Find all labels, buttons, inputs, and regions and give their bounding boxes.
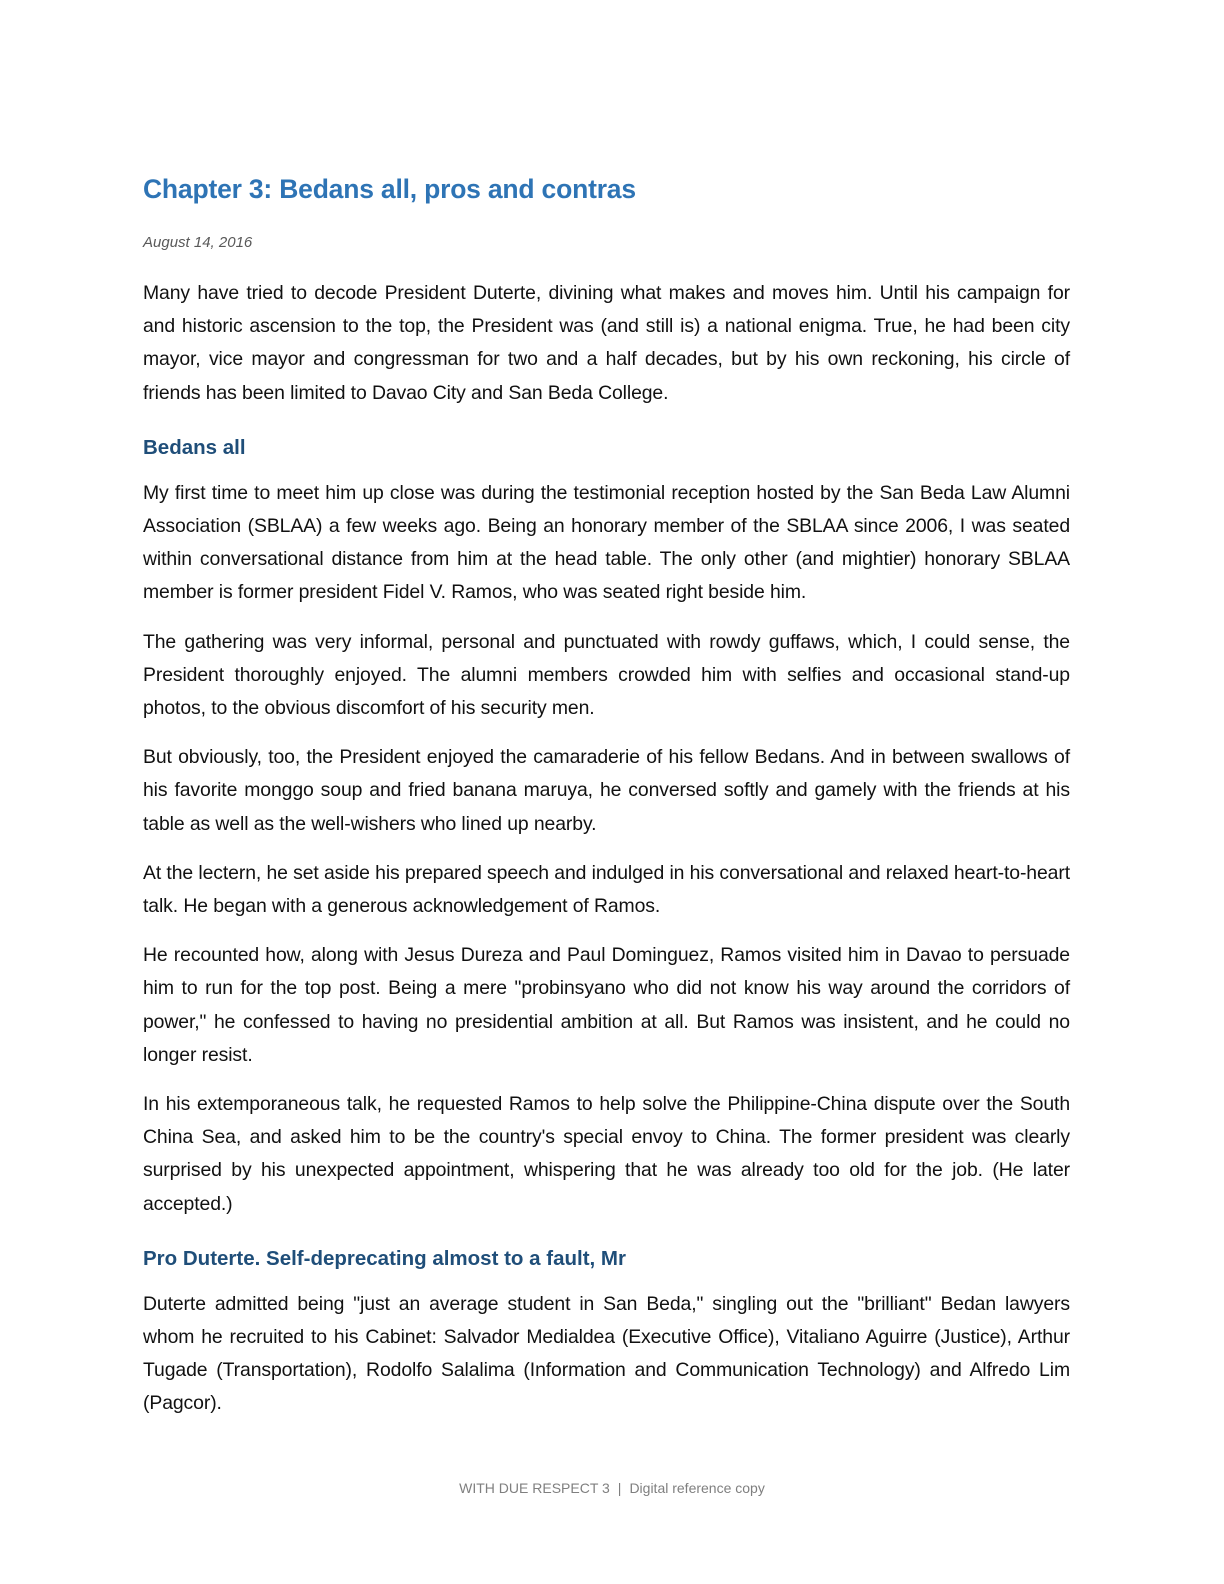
footer-separator: |: [617, 1480, 622, 1496]
footer-book-label: WITH DUE RESPECT 3: [459, 1480, 610, 1496]
article-date: August 14, 2016: [143, 234, 253, 251]
chapter-title: Chapter 3: Bedans all, pros and contras: [143, 174, 636, 204]
page-footer: [0, 1478, 1224, 1498]
paragraph-camaraderie: But obviously, too, the President enjoyed the camaraderie of his fellow Bedans. And in between swallows of his favorite monggo soup and fried banana maruya, he conversed softly and gamely with the friends at his table as well as the well-wishers who lined up nearby.: [143, 746, 1070, 835]
paragraph-gathering: The gathering was very informal, personal and punctuated with rowdy guffaws, which, I could sense, the President thoroughly enjoyed. The alumni members crowded him with selfies and occasional stand-up photos, to the obvious discomfort of his security men.: [143, 630, 1070, 720]
paragraph-extemporaneous: In his extemporaneous talk, he requested Ramos to help solve the Philippine-China dispute over the South China Sea, and asked him to be the country's special envoy to China. The former president was clearly surprised by his unexpected appointment, whispering that he was already too old for the job. (He later accepted.): [143, 1093, 1070, 1215]
paragraph-intro: Many have tried to decode President Duterte, divining what makes and moves him. Until his campaign for and historic ascension to the top, the President was (and still is) a national enigma. True, he had been city mayor, vice mayor and congressman for two and a half decades, but by his own reckoning, his circle of friends has been limited to Davao City and San Beda College.: [143, 282, 1070, 404]
paragraph-lectern: At the lectern, he set aside his prepared speech and indulged in his conversational and relaxed heart-to-heart talk. He began with a generous acknowledgement of Ramos.: [143, 861, 1070, 918]
footer-note: Digital reference copy: [629, 1480, 765, 1496]
document-page: [143, 170, 1070, 1421]
paragraph-recounted: He recounted how, along with Jesus Dureza and Paul Dominguez, Ramos visited him in Davao to persuade him to run for the top post. Being a mere "probinsyano who did not know his way around the corridors of power," he confessed to having no presidential ambition at all. But Ramos was insistent, and he could no longer resist.: [143, 944, 1070, 1066]
paragraph-average-student: Duterte admitted being "just an average student in San Beda," singling out the "brilliant" Bedan lawyers whom he recruited to his Cabinet: Salvador Medialdea (Executive Office), Vitaliano Aguirre (Justice), Arthur Tugade (Transportation), Rodolfo Salalima (Information and Communication Technology) and Alfredo Lim (Pagcor).: [143, 1292, 1070, 1415]
section-heading-pro-duterte: Pro Duterte. Self-deprecating almost to a fault, Mr: [143, 1246, 626, 1270]
paragraph-first-meeting: My first time to meet him up close was during the testimonial reception hosted by the San Beda Law Alumni Association (SBLAA) a few weeks ago. Being an honorary member of the SBLAA since 2006, I was seated within conversational distance from him at the head table. The only other (and mightier) honorary SBLAA member is former president Fidel V. Ramos, who was seated right beside him.: [143, 481, 1070, 604]
section-heading-bedans-all: Bedans all: [143, 435, 246, 459]
